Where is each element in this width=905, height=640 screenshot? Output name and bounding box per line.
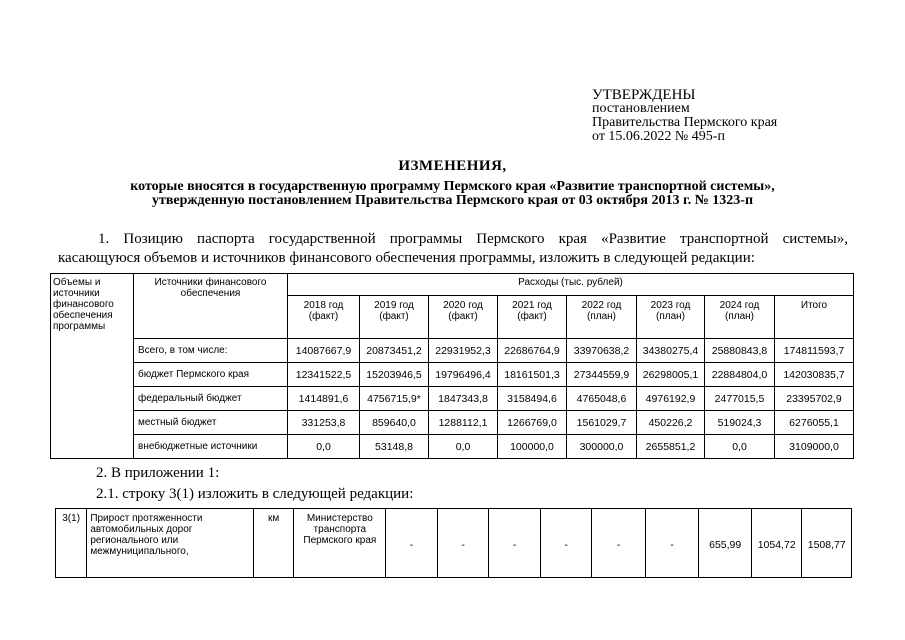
- approval-line-3: Правительства Пермского края: [592, 115, 778, 130]
- value-cell: 14087667,9: [288, 339, 360, 363]
- value-cell: -: [645, 509, 699, 578]
- subtitle-line-2: утвержденную постановлением Правительства Пермского края от 03 октября 2013 г. № 1323-п: [151, 193, 754, 208]
- table-row: [51, 435, 854, 459]
- year-header: 2019 год (факт): [360, 296, 429, 339]
- year-header: 2018 год (факт): [288, 296, 360, 339]
- value-cell: -: [437, 509, 489, 578]
- indicator-row-table: [55, 508, 852, 578]
- table-row: [51, 363, 854, 387]
- table-row: [56, 509, 852, 578]
- value-cell: 331253,8: [288, 411, 360, 435]
- value-cell: 2655851,2: [637, 435, 705, 459]
- value-cell: 12341522,5: [288, 363, 360, 387]
- value-cell: 33970638,2: [567, 339, 637, 363]
- value-cell: 1288112,1: [429, 411, 498, 435]
- value-cell: 22931952,3: [429, 339, 498, 363]
- value-cell: 1266769,0: [498, 411, 567, 435]
- value-cell: 0,0: [705, 435, 775, 459]
- value-cell: 3109000,0: [775, 435, 854, 459]
- value-cell: 23395702,9: [775, 387, 854, 411]
- source-cell: бюджет Пермского края: [134, 363, 288, 387]
- paragraph-1-line-2: касающуюся объемов и источников финансового обеспечения программы, изложить в следующей редакции:: [58, 250, 755, 266]
- value-cell: 655,99: [699, 509, 752, 578]
- value-cell: 174811593,7: [775, 339, 854, 363]
- approval-heading: УТВЕРЖДЕНЫ: [592, 87, 696, 103]
- table-row: [51, 387, 854, 411]
- value-cell: 1847343,8: [429, 387, 498, 411]
- paragraph-2: 2. В приложении 1:: [96, 465, 220, 481]
- value-cell: 27344559,9: [567, 363, 637, 387]
- source-cell: местный бюджет: [134, 411, 288, 435]
- value-cell: 4756715,9*: [360, 387, 429, 411]
- year-header: 2022 год (план): [567, 296, 637, 339]
- year-header: 2024 год (план): [705, 296, 775, 339]
- source-cell: внебюджетные источники: [134, 435, 288, 459]
- ministry-cell: Министерство транспорта Пермского края: [294, 509, 386, 578]
- value-cell: -: [489, 509, 541, 578]
- sources-header-cell: Источники финансового обеспечения: [134, 274, 288, 339]
- total-header: Итого: [775, 296, 854, 339]
- paragraph-2-1: 2.1. строку 3(1) изложить в следующей редакции:: [96, 486, 414, 502]
- value-cell: -: [540, 509, 592, 578]
- value-cell: 22686764,9: [498, 339, 567, 363]
- objects-header-cell: Объемы и источники финансового обеспечения программы: [51, 274, 134, 459]
- year-header: 2020 год (факт): [429, 296, 498, 339]
- value-cell: -: [592, 509, 646, 578]
- approval-line-2: постановлением: [592, 101, 690, 116]
- source-cell: федеральный бюджет: [134, 387, 288, 411]
- value-cell: 15203946,5: [360, 363, 429, 387]
- value-cell: 20873451,2: [360, 339, 429, 363]
- paragraph-1-line-1: 1. Позицию паспорта государственной программы Пермского края «Развитие транспортной системы»,: [98, 231, 848, 247]
- value-cell: 859640,0: [360, 411, 429, 435]
- value-cell: 6276055,1: [775, 411, 854, 435]
- value-cell: 18161501,3: [498, 363, 567, 387]
- value-cell: 4765048,6: [567, 387, 637, 411]
- value-cell: 3158494,6: [498, 387, 567, 411]
- value-cell: 100000,0: [498, 435, 567, 459]
- value-cell: 1561029,7: [567, 411, 637, 435]
- value-cell: 1054,72: [751, 509, 802, 578]
- indicator-cell: Прирост протяженности автомобильных дорог регионального или межмуниципального,: [87, 509, 254, 578]
- value-cell: 1414891,6: [288, 387, 360, 411]
- value-cell: -: [386, 509, 438, 578]
- expenses-header-cell: Расходы (тыс. рублей): [288, 274, 854, 296]
- value-cell: 22884804,0: [705, 363, 775, 387]
- value-cell: 19796496,4: [429, 363, 498, 387]
- value-cell: 142030835,7: [775, 363, 854, 387]
- value-cell: 25880843,8: [705, 339, 775, 363]
- unit-cell: км: [253, 509, 293, 578]
- table-row: [51, 411, 854, 435]
- value-cell: 519024,3: [705, 411, 775, 435]
- table-row: [51, 339, 854, 363]
- financing-table: [50, 273, 854, 459]
- year-header: 2023 год (план): [637, 296, 705, 339]
- value-cell: 0,0: [429, 435, 498, 459]
- approval-block: [592, 88, 777, 144]
- document-subtitle: [0, 180, 905, 208]
- source-cell: Всего, в том числе:: [134, 339, 288, 363]
- value-cell: 26298005,1: [637, 363, 705, 387]
- subtitle-line-1: которые вносятся в государственную программу Пермского края «Развитие транспортной системы»,: [130, 179, 775, 194]
- value-cell: 2477015,5: [705, 387, 775, 411]
- value-cell: 1508,77: [802, 509, 852, 578]
- row-number-cell: 3(1): [56, 509, 87, 578]
- value-cell: 53148,8: [360, 435, 429, 459]
- value-cell: 4976192,9: [637, 387, 705, 411]
- value-cell: 0,0: [288, 435, 360, 459]
- approval-line-4: от 15.06.2022 № 495-п: [592, 129, 725, 144]
- value-cell: 300000,0: [567, 435, 637, 459]
- value-cell: 450226,2: [637, 411, 705, 435]
- document-title: ИЗМЕНЕНИЯ,: [398, 158, 507, 174]
- value-cell: 34380275,4: [637, 339, 705, 363]
- year-header: 2021 год (факт): [498, 296, 567, 339]
